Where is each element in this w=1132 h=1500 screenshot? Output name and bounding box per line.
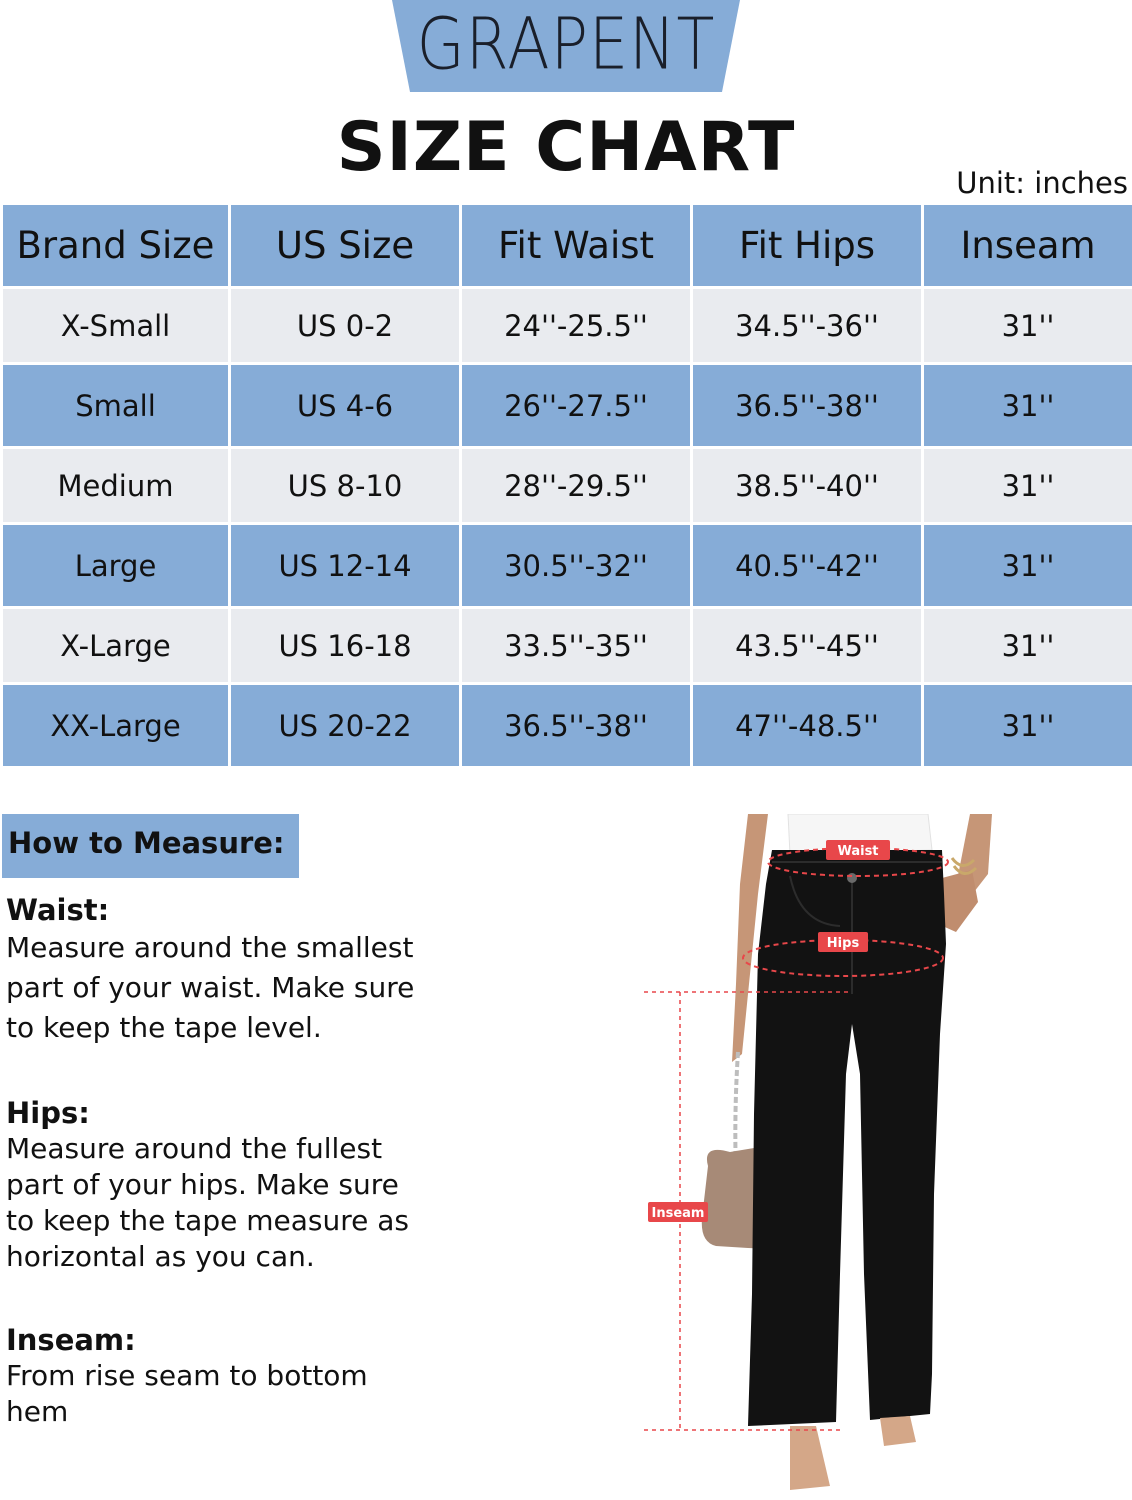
cell-fit-hips: 40.5''-42'' bbox=[693, 525, 921, 609]
waist-description-line: part of your waist. Make sure bbox=[6, 971, 415, 1004]
page-title: SIZE CHART bbox=[336, 108, 796, 187]
hips-tag-label: Hips bbox=[826, 936, 860, 951]
cell-us-size: US 4-6 bbox=[231, 365, 459, 449]
cell-us-size: US 16-18 bbox=[231, 609, 459, 685]
cell-inseam: 31'' bbox=[924, 609, 1132, 685]
cell-us-size: US 12-14 bbox=[231, 525, 459, 609]
hips-description-line: to keep the tape measure as bbox=[6, 1204, 410, 1237]
cell-brand-size: X-Small bbox=[3, 289, 228, 365]
hips-description-line: horizontal as you can. bbox=[6, 1240, 315, 1273]
cell-fit-hips: 38.5''-40'' bbox=[693, 449, 921, 525]
header-fit-hips: Fit Hips bbox=[693, 205, 921, 289]
inseam-description-line: hem bbox=[6, 1395, 69, 1428]
model-illustration bbox=[640, 814, 1120, 1500]
table-header-row bbox=[3, 205, 1132, 289]
cell-brand-size: Large bbox=[3, 525, 228, 609]
cell-us-size: US 20-22 bbox=[231, 685, 459, 769]
table-row bbox=[3, 289, 1132, 365]
header-brand-size: Brand Size bbox=[3, 205, 228, 289]
button-rivet-shape bbox=[847, 873, 857, 883]
cell-fit-hips: 34.5''-36'' bbox=[693, 289, 921, 365]
cell-fit-waist: 33.5''-35'' bbox=[462, 609, 690, 685]
cell-us-size: US 8-10 bbox=[231, 449, 459, 525]
header-us-size: US Size bbox=[231, 205, 459, 289]
hips-term: Hips: bbox=[6, 1096, 90, 1130]
cell-fit-hips: 47''-48.5'' bbox=[693, 685, 921, 769]
cell-inseam: 31'' bbox=[924, 525, 1132, 609]
cell-brand-size: Small bbox=[3, 365, 228, 449]
cell-brand-size: XX-Large bbox=[3, 685, 228, 769]
hips-description-line: part of your hips. Make sure bbox=[6, 1168, 399, 1201]
left-foot-shape bbox=[790, 1426, 830, 1490]
cell-fit-hips: 43.5''-45'' bbox=[693, 609, 921, 685]
waist-guide bbox=[6, 892, 446, 1048]
size-table bbox=[0, 205, 1132, 769]
hips-guide bbox=[6, 1095, 446, 1275]
cell-fit-waist: 36.5''-38'' bbox=[462, 685, 690, 769]
waist-description-line: Measure around the smallest bbox=[6, 931, 414, 964]
waist-description bbox=[6, 928, 446, 1048]
table-row bbox=[3, 685, 1132, 769]
header-fit-waist: Fit Waist bbox=[462, 205, 690, 289]
cell-fit-waist: 30.5''-32'' bbox=[462, 525, 690, 609]
table-row bbox=[3, 525, 1132, 609]
cell-inseam: 31'' bbox=[924, 449, 1132, 525]
inseam-description-line: From rise seam to bottom bbox=[6, 1359, 368, 1392]
cell-inseam: 31'' bbox=[924, 365, 1132, 449]
inseam-guide bbox=[6, 1322, 446, 1430]
inseam-tag-label: Inseam bbox=[651, 1206, 705, 1221]
hips-description-line: Measure around the fullest bbox=[6, 1132, 383, 1165]
unit-label: Unit: inches bbox=[956, 166, 1128, 200]
table-row bbox=[3, 609, 1132, 685]
right-foot-shape bbox=[880, 1416, 916, 1446]
waist-term: Waist: bbox=[6, 893, 110, 927]
table-row bbox=[3, 449, 1132, 525]
cell-inseam: 31'' bbox=[924, 685, 1132, 769]
table-row bbox=[3, 365, 1132, 449]
cell-brand-size: X-Large bbox=[3, 609, 228, 685]
cell-fit-waist: 26''-27.5'' bbox=[462, 365, 690, 449]
inseam-description bbox=[6, 1358, 446, 1430]
brand-banner bbox=[392, 0, 740, 92]
inseam-term: Inseam: bbox=[6, 1323, 136, 1357]
waist-description-line: to keep the tape level. bbox=[6, 1011, 322, 1044]
cell-fit-waist: 24''-25.5'' bbox=[462, 289, 690, 365]
cell-fit-hips: 36.5''-38'' bbox=[693, 365, 921, 449]
brand-logo: GRAPENT bbox=[416, 2, 716, 86]
cell-us-size: US 0-2 bbox=[231, 289, 459, 365]
header-inseam: Inseam bbox=[924, 205, 1132, 289]
how-to-measure-heading: How to Measure: bbox=[2, 814, 299, 878]
cell-brand-size: Medium bbox=[3, 449, 228, 525]
waist-tag-label: Waist bbox=[837, 844, 879, 859]
cell-fit-waist: 28''-29.5'' bbox=[462, 449, 690, 525]
model-figure bbox=[640, 814, 1120, 1500]
hips-description bbox=[6, 1131, 446, 1275]
cell-inseam: 31'' bbox=[924, 289, 1132, 365]
